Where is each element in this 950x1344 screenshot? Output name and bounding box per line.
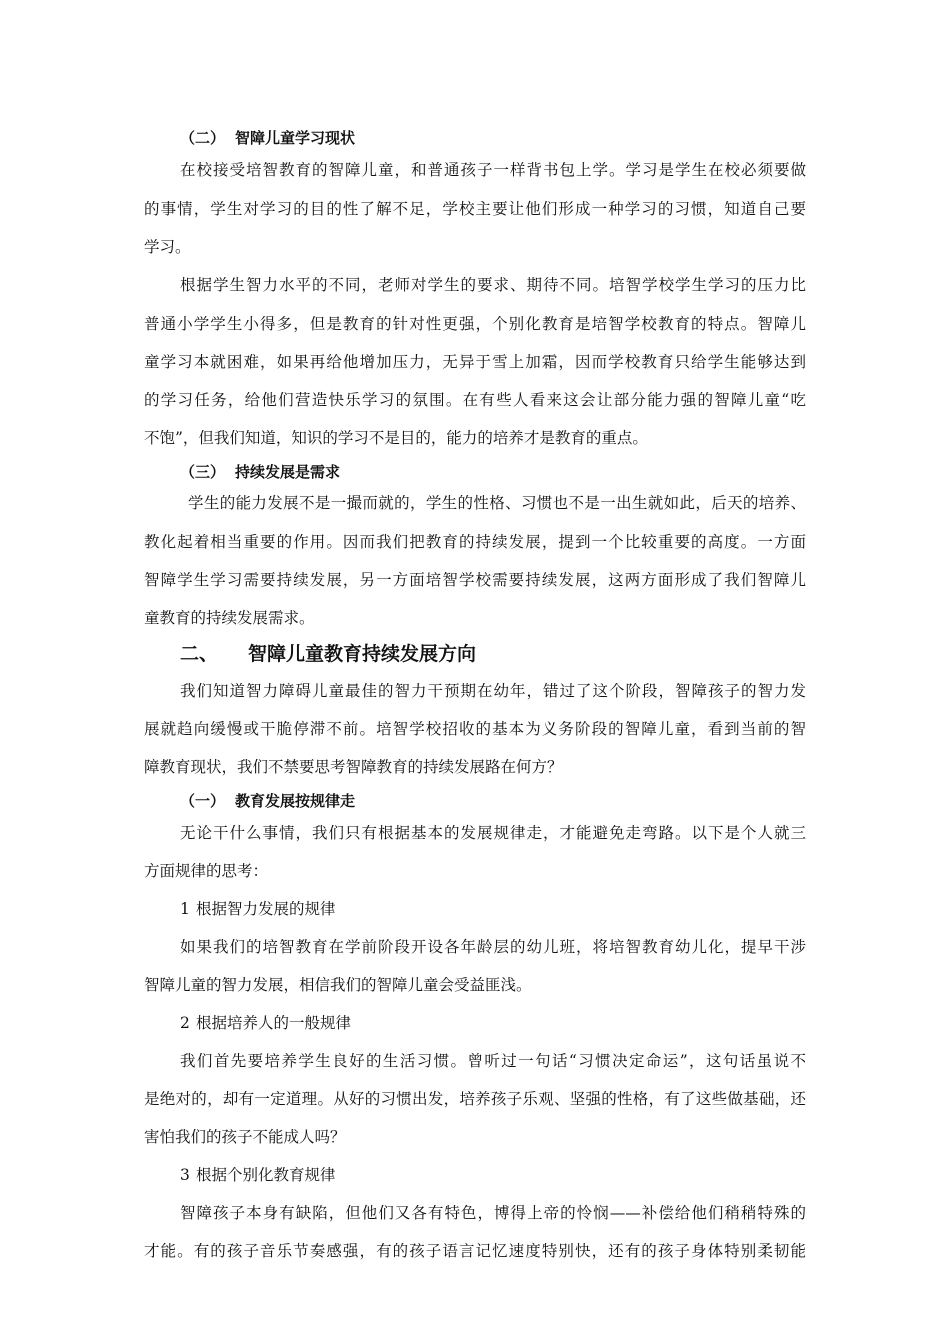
paragraph-line: 障教育现状，我们不禁要思考智障教育的持续发展路在何方？ (144, 758, 563, 776)
paragraph-line: 是绝对的，却有一定道理。从好的习惯出发，培养孩子乐观、坚强的性格，有了这些做基础，还 (144, 1090, 806, 1108)
paragraph-line: 智障儿童的智力发展，相信我们的智障儿童会受益匪浅。 (144, 976, 532, 994)
section-number: （一） (180, 792, 226, 810)
item-title: 根据个别化教育规律 (196, 1166, 336, 1184)
paragraph-line: 的事情，学生对学习的目的性了解不足，学校主要让他们形成一种学习的习惯，知道自己要 (144, 200, 806, 218)
paragraph-line: 不饱”，但我们知道，知识的学习不是目的，能力的培养才是教育的重点。 (144, 429, 648, 447)
item-number: 3 (180, 1166, 190, 1184)
paragraph-line: 童教育的持续发展需求。 (144, 609, 315, 627)
paragraph-line: 害怕我们的孩子不能成人吗？ (144, 1128, 346, 1146)
paragraph-line: 展就趋向缓慢或干脆停滞不前。培智学校招收的基本为义务阶段的智障儿童，看到当前的智 (144, 720, 806, 738)
section-title: 智障儿童学习现状 (235, 129, 356, 147)
section-title: 教育发展按规律走 (235, 792, 356, 810)
paragraph-line: 的学习任务，给他们营造快乐学习的氛围。在有些人看来这会让部分能力强的智障儿童“吃 (144, 391, 806, 409)
numbered-item-heading (180, 899, 336, 919)
section-heading (180, 462, 340, 482)
numbered-item-heading (180, 1165, 336, 1185)
item-title: 根据智力发展的规律 (196, 900, 336, 918)
section-title: 持续发展是需求 (235, 463, 341, 481)
paragraph-line: 我们首先要培养学生良好的生活习惯。曾听过一句话“习惯决定命运”，这句话虽说不 (180, 1052, 806, 1070)
section-heading (180, 791, 355, 811)
paragraph-line: 童学习本就困难，如果再给他增加压力，无异于雪上加霜，因而学校教育只给学生能够达到 (144, 353, 806, 371)
item-title: 根据培养人的一般规律 (196, 1014, 352, 1032)
paragraph-line: 学习。 (144, 238, 191, 256)
paragraph-line: 智障学生学习需要持续发展，另一方面培智学校需要持续发展，这两方面形成了我们智障儿 (144, 571, 806, 589)
paragraph-line: 如果我们的培智教育在学前阶段开设各年龄层的幼儿班，将培智教育幼儿化，提早干涉 (180, 938, 806, 956)
paragraph-line: 才能。有的孩子音乐节奏感强，有的孩子语言记忆速度特别快，还有的孩子身体特别柔韧能 (144, 1242, 806, 1260)
paragraph-line: 在校接受培智教育的智障儿童，和普通孩子一样背书包上学。学习是学生在校必须要做 (180, 161, 806, 179)
section-number: （二） (180, 129, 226, 147)
paragraph-line: 普通小学学生小得多，但是教育的针对性更强，个别化教育是培智学校教育的特点。智障儿 (144, 315, 806, 333)
item-number: 2 (180, 1014, 190, 1032)
section-heading (180, 128, 355, 148)
paragraph-line: 智障孩子本身有缺陷，但他们又各有特色，博得上帝的怜悯——补偿给他们稍稍特殊的 (180, 1204, 806, 1222)
paragraph-line: 方面规律的思考： (144, 862, 269, 880)
paragraph-line: 无论干什么事情，我们只有根据基本的发展规律走，才能避免走弯路。以下是个人就三 (180, 824, 806, 842)
chapter-heading (180, 641, 476, 667)
section-number: （三） (180, 463, 226, 481)
numbered-item-heading (180, 1013, 351, 1033)
paragraph-line: 我们知道智力障碍儿童最佳的智力干预期在幼年，错过了这个阶段，智障孩子的智力发 (180, 682, 806, 700)
paragraph-line: 根据学生智力水平的不同，老师对学生的要求、期待不同。培智学校学生学习的压力比 (180, 276, 806, 294)
chapter-number: 二、 (180, 643, 219, 665)
paragraph-line: 教化起着相当重要的作用。因而我们把教育的持续发展，提到一个比较重要的高度。一方面 (144, 533, 806, 551)
paragraph-line: 学生的能力发展不是一撮而就的，学生的性格、习惯也不是一出生就如此，后天的培养、 (188, 494, 806, 512)
item-number: 1 (180, 900, 190, 918)
chapter-title: 智障儿童教育持续发展方向 (248, 643, 477, 665)
